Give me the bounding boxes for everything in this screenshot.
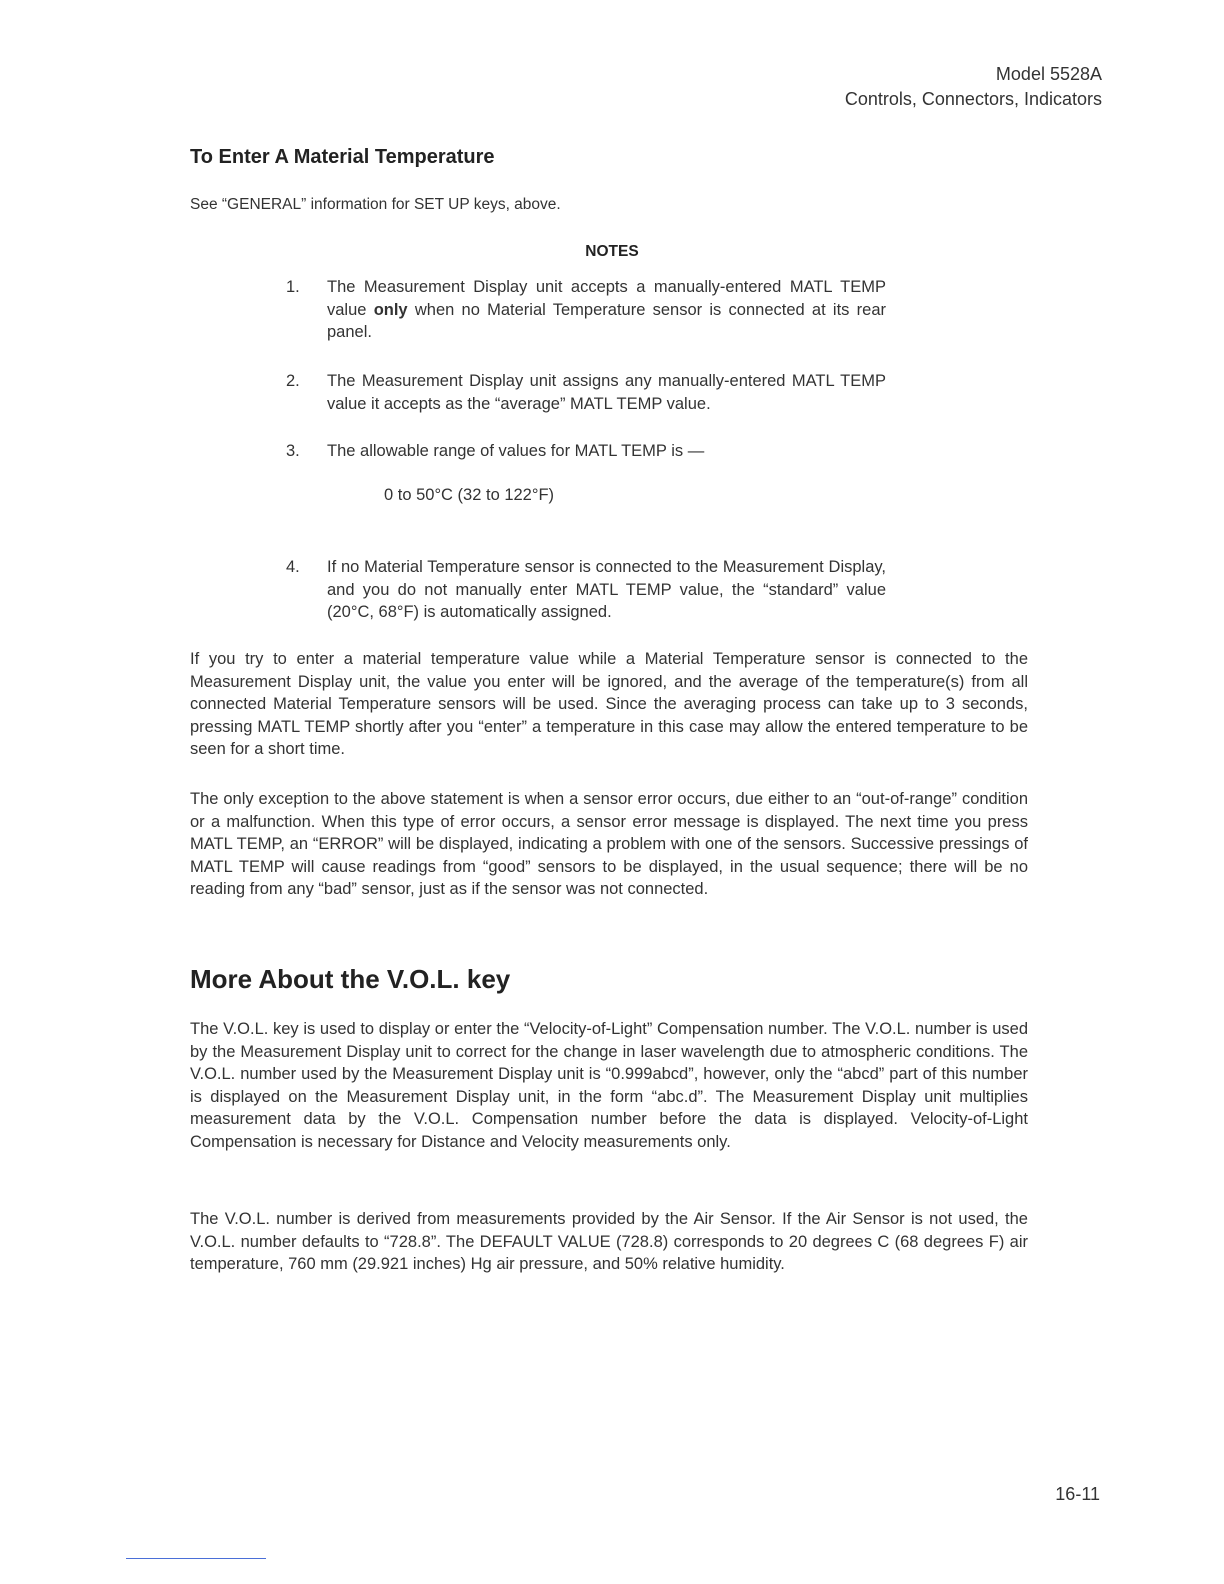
note-number: 3. [286, 442, 300, 460]
footer-rule [126, 1558, 266, 1559]
note-emphasis: only [373, 300, 408, 319]
note-1 [286, 276, 886, 344]
note-text: The Measurement Display unit accepts a manually-entered MATL TEMP value only when no Material Temperature sensor is connected at its rear panel. [327, 278, 886, 341]
note-4 [286, 556, 886, 624]
material-paragraph-1: If you try to enter a material temperature value while a Material Temperature sensor is connected to the Measurement Display unit, the value you enter will be ignored, and the average of the temperature(s) from all connected Material Temperature sensors will be used. Since the averaging process can take up to 3 seconds, pressing MATL TEMP shortly after you “enter” a temperature in this case may allow the entered temperature to be seen for a short time. [190, 650, 1028, 759]
temperature-range: 0 to 50°C (32 to 122°F) [384, 486, 555, 504]
header-model: Model 5528A [995, 64, 1102, 84]
vol-paragraph-2: The V.O.L. number is derived from measurements provided by the Air Sensor. If the Air Sensor is not used, the V.O.L. number defaults to “728.8”. The DEFAULT VALUE (728.8) corresponds to 20 degrees C (68 degrees F) air temperature, 760 mm (29.921 inches) Hg air pressure, and 50% relative humidity. [190, 1210, 1028, 1274]
vol-heading: More About the V.O.L. key [190, 964, 511, 994]
material-paragraph-2: The only exception to the above statement is when a sensor error occurs, due either to an “out-of-range” condition or a malfunction. When this type of error occurs, a sensor error message is displayed. The next time you press MATL TEMP, an “ERROR” will be displayed, indicating a problem with one of the sensors. Successive pressings of MATL TEMP will cause readings from “good” sensors to be displayed, in the usual sequence; there will be no reading from any “bad” sensor, just as if the sensor was not connected. [190, 790, 1028, 899]
note-text: The allowable range of values for MATL TEMP is — [327, 442, 705, 460]
material-intro: See “GENERAL” information for SET UP keys, above. [190, 196, 561, 213]
notes-title: NOTES [585, 243, 639, 260]
note-text: If no Material Temperature sensor is connected to the Measurement Display, and you do not manually enter MATL TEMP value, the “standard” value (20°C, 68°F) is automatically assigned. [327, 558, 886, 621]
page-number: 16-11 [1055, 1484, 1100, 1504]
header-section: Controls, Connectors, Indicators [844, 89, 1102, 109]
note-2 [286, 370, 886, 415]
note-number: 2. [286, 372, 300, 390]
note-number: 4. [286, 558, 300, 576]
running-header [845, 62, 1102, 112]
vol-paragraph-1: The V.O.L. key is used to display or enter the “Velocity-of-Light” Compensation number. The V.O.L. number is used by the Measurement Display unit to correct for the change in laser wavelength due to atmospheric conditions. The V.O.L. number used by the Measurement Display unit is “0.999abcd”, however, only the “abcd” part of this number is displayed on the Measurement Display unit, in the form “abc.d”. The Measurement Display unit multiplies measurement data by the V.O.L. Compensation number before the data is displayed. Velocity-of-Light Compensation is necessary for Distance and Velocity measurements only. [190, 1020, 1028, 1151]
material-temperature-heading: To Enter A Material Temperature [190, 146, 495, 168]
note-number: 1. [286, 278, 300, 296]
note-3 [286, 440, 886, 463]
note-text: The Measurement Display unit assigns any manually-entered MATL TEMP value it accepts as the “average” MATL TEMP value. [327, 372, 886, 413]
